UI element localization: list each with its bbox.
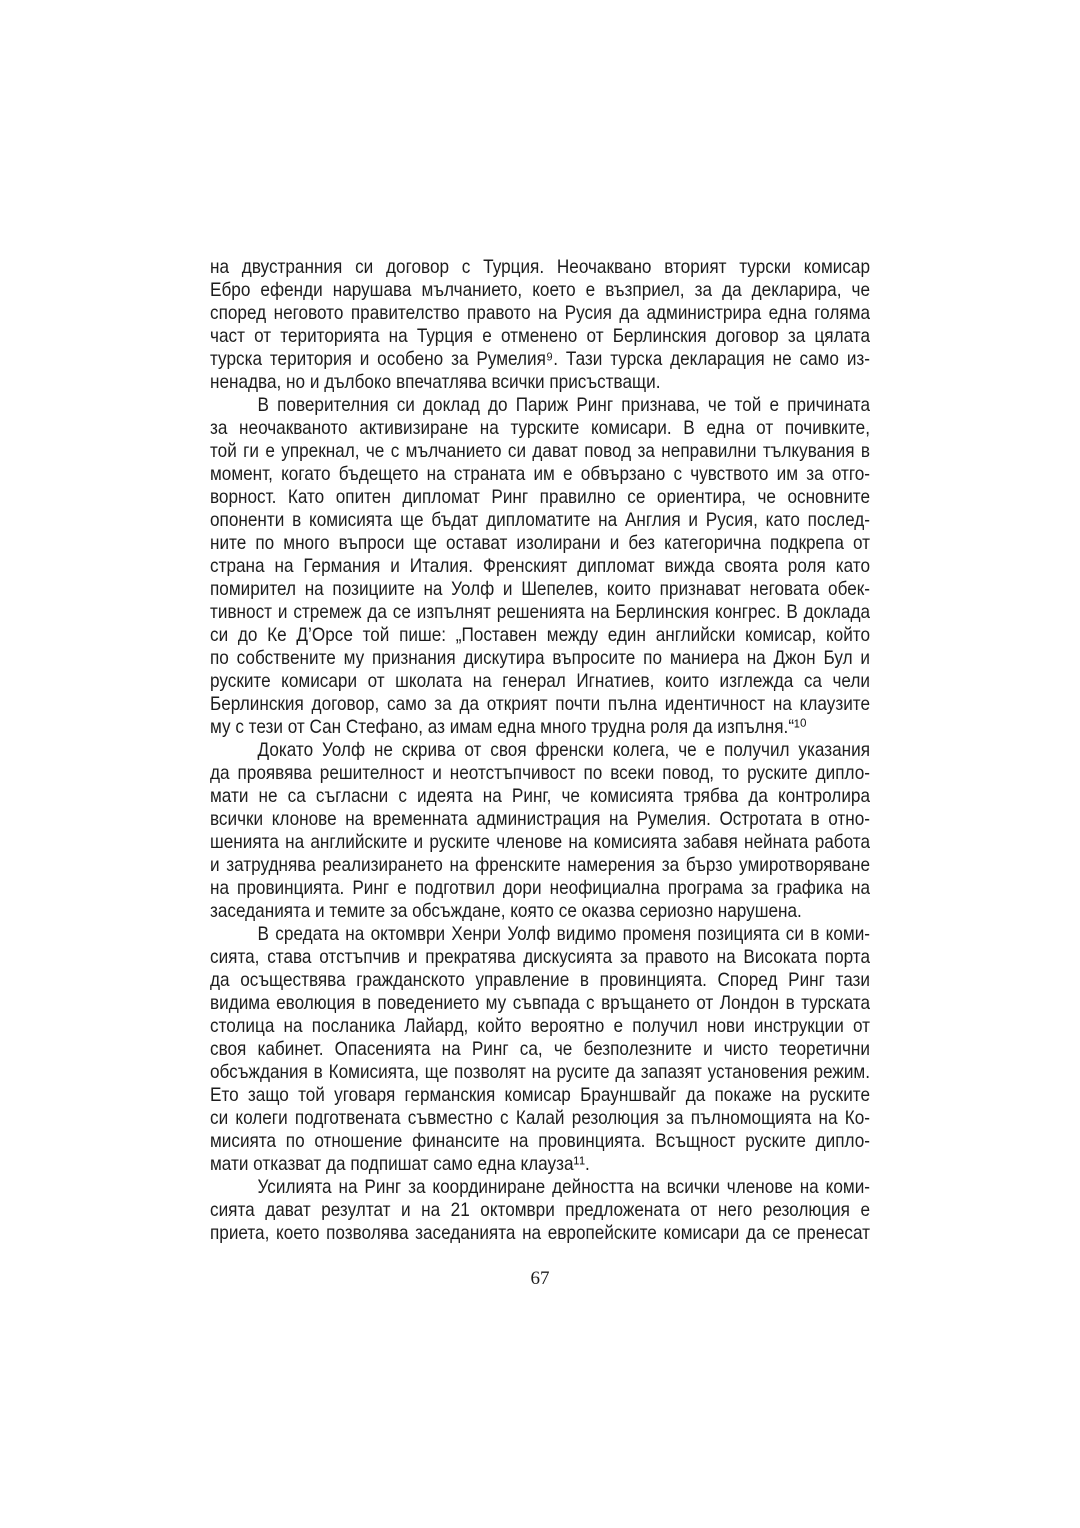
text-line: руските комисари от школата на генерал Игнатиев, които изглежда са чели bbox=[210, 670, 870, 692]
text-line: си до Ке Д’Орсе той пише: „Поставен между един английски комисар, който bbox=[210, 624, 870, 646]
text-line: Ебро ефенди нарушава мълчанието, което е възприел, за да декларира, че bbox=[210, 279, 870, 301]
text-line: тивност и стремеж да се изпълнят решенията на Берлинския конгрес. В доклада bbox=[210, 601, 870, 623]
text-line: да осъществява гражданското управление в провинцията. Според Ринг тази bbox=[210, 969, 870, 991]
text-line: всички клонове на временната администрация на Румелия. Остротата в отно- bbox=[210, 808, 870, 830]
text-line: В средата на октомври Хенри Уолф видимо променя позицията си в коми- bbox=[257, 923, 870, 945]
text-line: част от територията на Турция е отменено от Берлинския договор за цялата bbox=[210, 325, 870, 347]
paragraph bbox=[210, 923, 870, 1176]
text-line: заседанията и темите за обсъждане, която се оказва сериозно нарушена. bbox=[210, 900, 802, 922]
text-line: за неочакваното активизиране на турските комисари. В една от почивките, bbox=[210, 417, 870, 439]
text-line: страна на Германия и Италия. Френският дипломат вижда своята роля като bbox=[210, 555, 870, 577]
text-line: опоненти в комисията ще бъдат дипломатите на Англия и Русия, като послед- bbox=[210, 509, 870, 531]
text-line: той ги е упрекнал, че с мълчанието си дават повод за неправилни тълкувания в bbox=[210, 440, 870, 462]
paragraph bbox=[210, 1176, 870, 1245]
text-line: ненадва, но и дълбоко впечатлява всички присъстващи. bbox=[210, 371, 661, 393]
body-text bbox=[210, 256, 870, 1245]
text-line: обсъждания в Комисията, ще позволят на русите да запазят установения режим. bbox=[210, 1061, 870, 1083]
text-line: ните по много въпроси ще остават изолирани и без категорична подкрепа от bbox=[210, 532, 870, 554]
text-line: по собствените му признания дискутира въпросите по маниера на Джон Бул и bbox=[210, 647, 870, 669]
text-line: приета, което позволява заседанията на европейските комисари да се пренесат bbox=[210, 1222, 870, 1244]
text-line: му с тези от Сан Стефано, аз имам една много трудна роля да изпълня.“¹⁰ bbox=[210, 716, 807, 738]
text-line: мати не са съгласни с идеята на Ринг, че комисията трябва да контролира bbox=[210, 785, 870, 807]
text-line: мати отказват да подпишат само една клауза¹¹. bbox=[210, 1153, 590, 1175]
text-line: шенията на английските и руските членове на комисията забавя нейната работа bbox=[210, 831, 870, 853]
text-line: момент, когато бъдещето на страната им е обвързано с чувството им за отго- bbox=[210, 463, 870, 485]
text-line: ворност. Като опитен дипломат Ринг правилно се ориентира, че основните bbox=[210, 486, 870, 508]
text-line: В поверителния си доклад до Париж Ринг признава, че той е причината bbox=[257, 394, 870, 416]
text-line: Берлинския договор, само за да открият почти пълна идентичност на клаузите bbox=[210, 693, 870, 715]
text-line: на провинцията. Ринг е подготвил дори неофициална програма за графика на bbox=[210, 877, 870, 899]
text-line: видима еволюция в поведението му съвпада с връщането от Лондон в турската bbox=[210, 992, 870, 1014]
text-line: и затруднява реализирането на френските намерения за бързо умиротворяване bbox=[210, 854, 870, 876]
text-line: на двустранния си договор с Турция. Неочаквано вторият турски комисар bbox=[210, 256, 870, 278]
text-line: помирител на позициите на Уолф и Шепелев, които признават неговата обек- bbox=[210, 578, 870, 600]
paragraph bbox=[210, 739, 870, 923]
page-number: 67 bbox=[530, 1268, 550, 1289]
text-line: мисията по отношение финансите на провинцията. Всъщност руските дипло- bbox=[210, 1130, 870, 1152]
text-line: сията дават резултат и на 21 октомври предложената от него резолюция е bbox=[210, 1199, 870, 1221]
text-line: да проявява решителност и неотстъпчивост по всеки повод, то руските дипло- bbox=[210, 762, 870, 784]
text-line: Докато Уолф не скрива от своя френски колега, че е получил указания bbox=[257, 739, 870, 761]
text-line: според неговото правителство правото на Русия да администрира една голяма bbox=[210, 302, 870, 324]
paragraph bbox=[210, 256, 870, 394]
text-line: Ето защо той уговаря германския комисар Брауншвайг да покаже на руските bbox=[210, 1084, 870, 1106]
text-line: сията, става отстъпчив и прекратява дискусията за правото на Високата порта bbox=[210, 946, 870, 968]
text-line: си колеги подготвената съвместно с Калай резолюция за пълномощията на Ко- bbox=[210, 1107, 870, 1129]
text-line: столица на посланика Лайард, който вероятно е получил нови инструкции от bbox=[210, 1015, 870, 1037]
paragraph bbox=[210, 394, 870, 739]
text-line: своя кабинет. Опасенията на Ринг са, че безполезните и чисто теоретични bbox=[210, 1038, 870, 1060]
text-line: турска територия и особено за Румелия⁹. Тази турска декларация не само из- bbox=[210, 348, 870, 370]
text-line: Усилията на Ринг за координиране дейността на всички членове на коми- bbox=[257, 1176, 870, 1198]
